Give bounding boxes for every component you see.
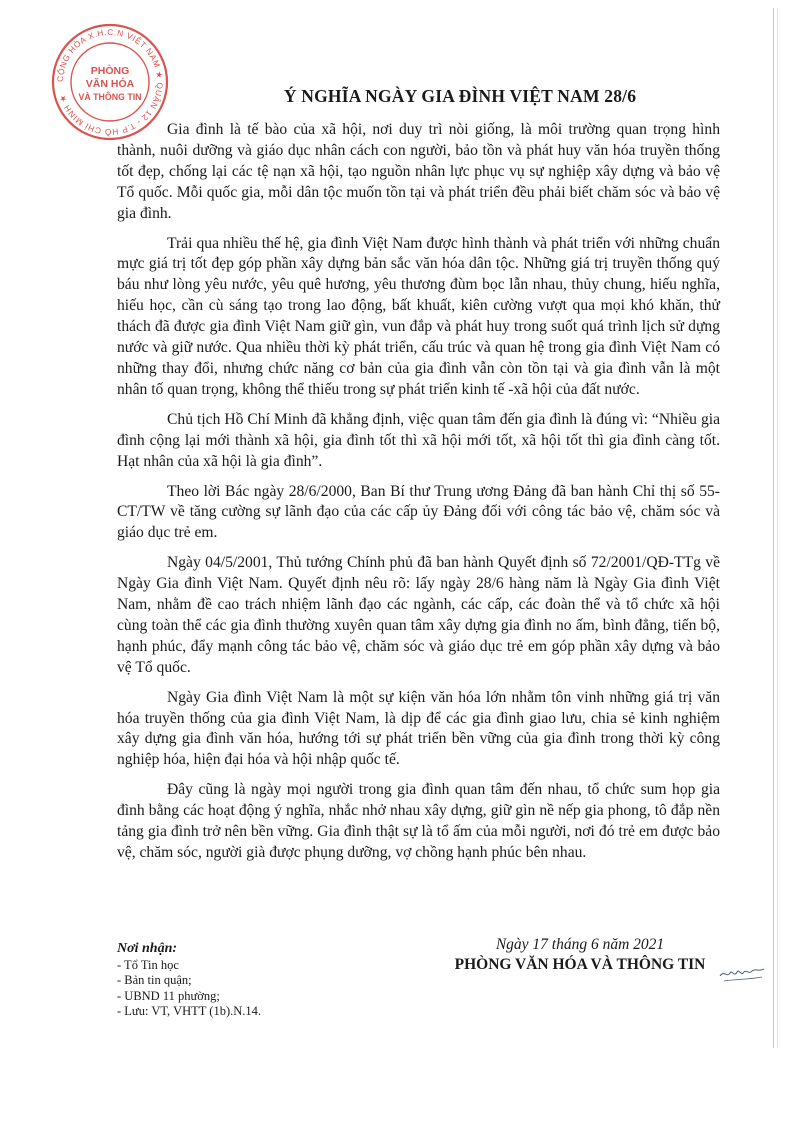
paragraph-2: Trải qua nhiều thế hệ, gia đình Việt Nam được hình thành và phát triển với những chuẩn mực giá trị tốt đẹp góp phần xây dựng bản sắc văn hóa dân tộc. Những giá trị truyền thống quý báu như lòng yêu nước, yêu quê hương, yêu thương đùm bọc lẫn nhau, thủy chung, hiếu nghĩa, hiếu học, cần cù sáng tạo trong lao động, bất khuất, kiên cường vượt qua mọi khó khăn, thử thách đã được gia đình Việt Nam giữ gìn, vun đắp và phát huy trong suốt quá trình lịch sử dựng nước và giữ nước. Qua nhiều thời kỳ phát triển, cấu trúc và quan hệ trong gia đình Việt Nam có những thay đổi, nhưng chức năng cơ bản của gia đình vẫn còn tồn tại và gia đình vẫn là một nhân tố quan trọng, không thể thiếu trong sự phát triển kinh tế -xã hội của đất nước. [117,234,720,398]
document-body [117,120,720,873]
paragraph-3: Chủ tịch Hồ Chí Minh đã khẳng định, việc quan tâm đến gia đình là đúng vì: “Nhiều gia đình cộng lại mới thành xã hội, gia đình tốt thì xã hội mới tốt, xã hội tốt thì gia đình càng tốt. Hạt nhân của xã hội là gia đình”. [117,410,720,470]
handwritten-initials [718,960,766,986]
signature-block [415,936,745,974]
paragraph-6: Ngày Gia đình Việt Nam là một sự kiện văn hóa lớn nhằm tôn vinh những giá trị văn hóa truyền thống của gia đình Việt Nam, là dịp để các gia đình giao lưu, chia sẻ kinh nghiệm xây dựng gia đình văn hóa, hướng tới sự phát triển bền vững của gia đình trong thời kỳ công nghiệp hóa, hiện đại hóa và hội nhập quốc tế. [117,688,720,769]
recipients-heading: Nơi nhận: [117,941,178,956]
seal-line-3: VÀ THÔNG TIN [78,92,142,102]
recipients-block [117,941,417,1020]
signature-organization: PHÒNG VĂN HÓA VÀ THÔNG TIN [454,956,706,973]
seal-ring-text: CỘNG HÒA X.H.C.N VIỆT NAM ★ QUẬN 12 - T.P HỒ CHÍ MINH ★ [54,26,166,138]
paragraph-1: Gia đình là tế bào của xã hội, nơi duy trì nòi giống, là môi trường quan trọng hình thành, nuôi dưỡng và giáo dục nhân cách con người, bảo tồn và phát huy văn hóa truyền thống tốt đẹp, chống lại các tệ nạn xã hội, tạo nguồn nhân lực phục vụ sự nghiệp xây dựng và bảo vệ Tổ quốc. Mỗi quốc gia, mỗi dân tộc muốn tồn tại và phát triển đều phải biết chăm sóc và bảo vệ gia đình. [117,121,720,222]
paragraph-4: Theo lời Bác ngày 28/6/2000, Ban Bí thư Trung ương Đảng đã ban hành Chỉ thị số 55- CT/TW về tăng cường sự lãnh đạo của các cấp ủy Đảng đối với công tác bảo vệ, chăm sóc và giáo dục trẻ em. [117,482,720,542]
signature-date: Ngày 17 tháng 6 năm 2021 [495,936,665,953]
recipient-item: - Tổ Tin học [117,957,179,972]
seal-line-1: PHÒNG [90,65,130,77]
recipient-item: - Bản tin quận; [117,973,192,988]
seal-line-2: VĂN HÓA [85,78,135,90]
paragraph-5: Ngày 04/5/2001, Thủ tướng Chính phủ đã ban hành Quyết định số 72/2001/QĐ-TTg về Ngày Gia đình Việt Nam. Quyết định nêu rõ: lấy ngày 28/6 hàng năm là Ngày Gia đình Việt Nam, nhằm đề cao trách nhiệm lãnh đạo các ngành, các cấp, các đoàn thể và tổ chức xã hội cùng toàn thể các gia đình thường xuyên quan tâm xây dựng gia đình no ấm, bình đẳng, tiến bộ, hạnh phúc, đẩy mạnh công tác bảo vệ, chăm sóc và giáo dục trẻ em góp phần xây dựng và bảo vệ Tổ quốc. [117,554,720,676]
recipient-item: - Lưu: VT, VHTT (1b).N.14. [117,1004,262,1019]
document-title: Ý NGHĨA NGÀY GIA ĐÌNH VIỆT NAM 28/6 [283,86,637,106]
paragraph-7: Đây cũng là ngày mọi người trong gia đình quan tâm đến nhau, tổ chức sum họp gia đình bằng các hoạt động ý nghĩa, nhắc nhở nhau xây dựng, giữ gìn nề nếp gia phong, tô đắp nền tảng gia đình trở nên bền vững. Gia đình thật sự là tổ ấm của mỗi người, nơi đó trẻ em được bảo vệ, chăm sóc, người già được phụng dưỡng, vợ chồng hạnh phúc bên nhau. [117,781,720,861]
scan-edge-line-secondary [777,8,778,1048]
scan-edge-line [773,8,774,1048]
recipient-item: - UBND 11 phường; [117,988,220,1003]
